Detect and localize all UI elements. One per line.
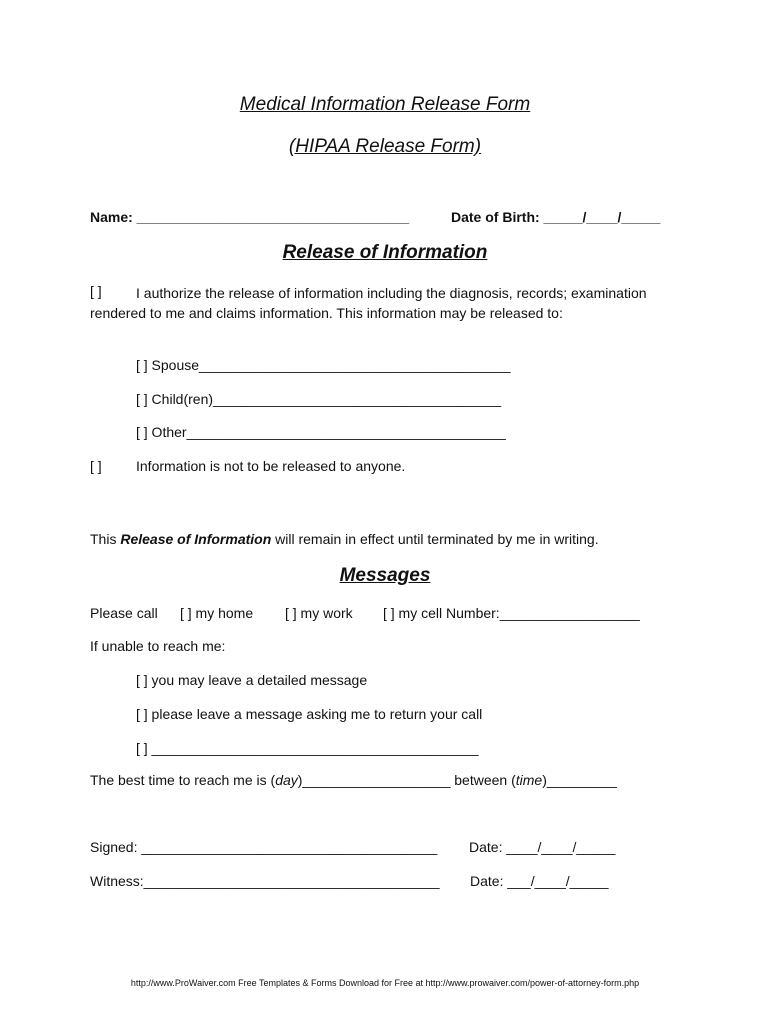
other-option[interactable]: [ ] Other_________________________________________: [136, 424, 506, 440]
please-call-label: Please call: [90, 605, 158, 621]
effect-prefix: This: [90, 531, 121, 547]
footer-text: http://www.ProWaiver.com Free Templates & Forms Download for Free at http://www.prowaiver.com/power-of-attorney-form.php: [130, 978, 640, 988]
spouse-option[interactable]: [ ] Spouse________________________________________: [136, 357, 511, 373]
blank-option[interactable]: [ ] __________________________________________: [136, 740, 479, 756]
cell-option[interactable]: [ ] my cell Number:__________________: [383, 605, 640, 621]
signed-date-field[interactable]: Date: ____/____/_____: [469, 839, 616, 855]
effect-statement: [90, 531, 599, 547]
release-of-information-heading: Release of Information: [282, 242, 488, 263]
children-option[interactable]: [ ] Child(ren)_____________________________________: [136, 391, 502, 407]
signed-field[interactable]: Signed: ______________________________________: [90, 839, 438, 855]
home-option[interactable]: [ ] my home: [180, 605, 254, 621]
messages-heading: Messages: [339, 565, 431, 586]
date-of-birth-field-label: Date of Birth: _____/____/_____: [451, 209, 661, 225]
witness-field[interactable]: Witness:______________________________________: [90, 873, 440, 889]
day-label: day: [275, 772, 298, 788]
name-field-label: Name: ___________________________________: [90, 209, 410, 225]
authorize-checkbox[interactable]: [ ]: [90, 283, 102, 299]
detailed-message-option[interactable]: [ ] you may leave a detailed message: [136, 672, 368, 688]
day-blank: )___________________ between (: [297, 772, 516, 788]
unable-to-reach-label: If unable to reach me:: [90, 638, 226, 654]
time-label: time: [515, 772, 543, 788]
not-released-text: Information is not to be released to anyone.: [136, 458, 406, 474]
form-title: Medical Information Release Form: [239, 94, 531, 115]
best-time-prefix: The best time to reach me is (: [90, 772, 276, 788]
time-blank: )_________: [542, 772, 617, 788]
authorize-paragraph: I authorize the release of information including the diagnosis, records; examination rendered to me and claims information. This information may be released to:: [90, 285, 647, 321]
form-subtitle: (HIPAA Release Form): [288, 136, 482, 157]
work-option[interactable]: [ ] my work: [285, 605, 353, 621]
effect-bold-text: Release of Information: [120, 531, 272, 547]
effect-suffix: will remain in effect until terminated by me in writing.: [271, 531, 599, 547]
return-call-option[interactable]: [ ] please leave a message asking me to return your call: [136, 706, 483, 722]
not-released-checkbox[interactable]: [ ]: [90, 458, 102, 474]
witness-date-field[interactable]: Date: ___/____/_____: [470, 873, 609, 889]
best-time-line: [90, 772, 617, 788]
